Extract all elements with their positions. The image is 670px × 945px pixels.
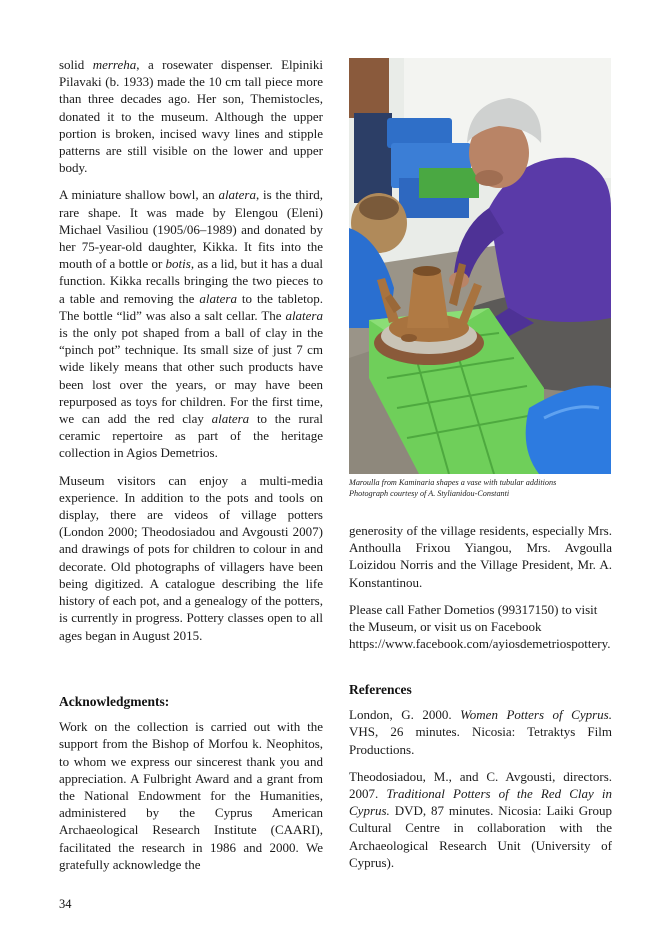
- reference-details: VHS, 26 minutes. Nicosia: Tetraktys Film Productions.: [349, 724, 612, 757]
- italic-term: alatera: [218, 187, 256, 203]
- caption-line-1: Maroulla from Kaminaria shapes a vase with tubular additions: [349, 478, 557, 487]
- text-run: solid: [59, 57, 93, 72]
- text-run: as a lid, but it has a dual function. Kikka recalls bringing the two pieces to a table and removing the: [59, 256, 323, 306]
- acknowledgments-heading: Acknowledgments:: [59, 694, 170, 709]
- paragraph-merreha: [59, 56, 323, 176]
- text-run: A miniature shallow bowl, an: [59, 187, 219, 203]
- reference-authors: Theodosiadou, M., and C. Avgousti, directors. 2007.: [349, 768, 612, 802]
- left-column: [59, 56, 323, 654]
- italic-term: botis,: [165, 256, 195, 272]
- paragraph-alatera: [59, 186, 323, 461]
- italic-term: alatera: [199, 290, 237, 306]
- reference-item: [349, 768, 612, 871]
- text-run: to the rural ceramic repertoire as part of the heritage collection in Agios Demetrios.: [59, 411, 323, 461]
- references-heading: References: [349, 682, 412, 697]
- potter-photo-drawing: [349, 58, 611, 474]
- reference-item: [349, 706, 612, 758]
- right-column: [349, 522, 612, 662]
- paragraph-museum-visitors: [59, 472, 323, 644]
- reference-details: DVD, 87 minutes. Nicosia: Laiki Group Cultural Centre in collaboration with the Archaeological Research Unit (University of Cyprus).: [349, 803, 612, 870]
- paragraph-generosity: generosity of the village residents, especially Mrs. Anthoulla Frixou Yiangou, Mrs. Avgoulla Loizidou Norris and the Village President, Mr. A. Konstantinou.: [349, 523, 612, 590]
- text-run: , a rosewater dispenser. Elpiniki Pilavaki (b. 1933) made the 10 cm tall piece more than three decades ago. Her son, Themistocles, donated it to the museum. Although the upper portion is broken, incised wavy lines and stipple patterns are still visible on the lower and upper body.: [59, 57, 323, 176]
- reference-title: Traditional Potters of the Red Clay in Cyprus.: [349, 786, 612, 819]
- text-run: , is the third, rare shape. It was made by Elengou (Eleni) Michael Vasiliou (1905/06–1989) and donated by her 75-year-old daughter, Kikka. It fits into the mouth of a bottle or: [59, 187, 323, 272]
- references-section: [349, 681, 612, 881]
- reference-authors: London, G. 2000.: [349, 707, 461, 723]
- italic-term: alatera: [285, 307, 323, 323]
- photo-caption: [349, 478, 612, 499]
- acknowledgments-section: [59, 693, 323, 873]
- acknowledgments-text: Work on the collection is carried out with the support from the Bishop of Morfou k. Neophitos, to whom we express our sincerest thank you and appreciation. A Fulbright Award and a grant from the National Endowment for the Humanities, administered by the Cyprus American Archaeological Research Institute (CAARI), facilitated the research in 1986 and 2000. We gratefully acknowledge the: [59, 719, 323, 872]
- page-number: 34: [59, 897, 72, 911]
- italic-term: merreha: [92, 57, 137, 72]
- text-run: is the only pot shaped from a ball of clay in the “pinch pot” technique. Its small size of just 7 cm wide likely means that other such products have been lost over the years, or may have been repurposed as toys for children. For the first time, we can add the red clay: [59, 325, 323, 427]
- caption-line-2: Photograph courtesy of A. Stylianidou-Constanti: [349, 488, 510, 498]
- paragraph-contact: Please call Father Dometios (99317150) to visit the Museum, or visit us on Facebook https://www.facebook.com/ayiosdemetriospottery.: [349, 601, 611, 652]
- text-run: Museum visitors can enjoy a multi-media experience. In addition to the pots and tools on display, there are videos of village potters (London 2000; Theodosiadou and Avgousti 2007) and drawings of pots for children to colour in and decorate. Old photographs of villagers have been being digitized. A catalogue describing the life history of each pot, and a genealogy of the potters, is currently in progress. Pottery classes open to all ages began in August 2015.: [59, 472, 323, 643]
- text-run: to the tabletop. The bottle “lid” was also a salt cellar. The: [59, 290, 323, 323]
- potter-photo: [349, 58, 611, 474]
- italic-term: alatera: [211, 411, 250, 427]
- reference-title: Women Potters of Cyprus.: [460, 707, 612, 723]
